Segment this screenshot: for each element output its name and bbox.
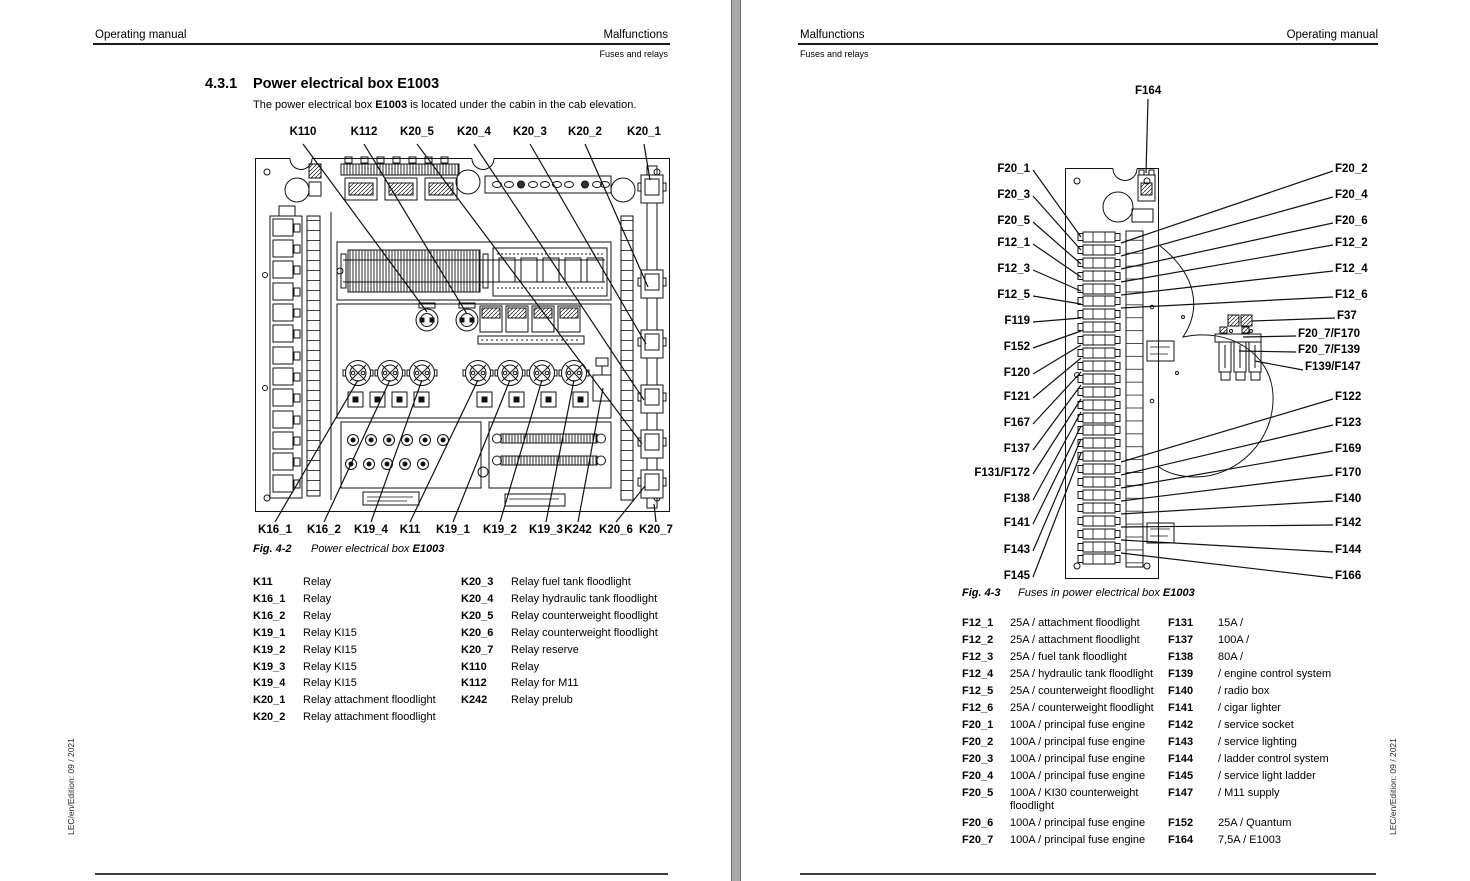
caption-label: Fig. 4-2 <box>253 543 292 555</box>
fuse-callout: F131/F172 <box>974 467 1030 479</box>
left-header-left: Operating manual <box>95 29 187 41</box>
left-footer-rule <box>95 873 668 875</box>
fuse-callout: F20_4 <box>1335 189 1368 201</box>
section-title: Power electrical box E1003 <box>253 76 440 92</box>
fuse-callout: F20_5 <box>997 215 1030 227</box>
legend-desc: Relay hydraulic tank floodlight <box>511 592 658 605</box>
relay-callout: K19_1 <box>436 524 470 536</box>
legend-desc: 100A / principal fuse engine <box>1010 753 1146 765</box>
legend-row <box>253 709 436 726</box>
legend-key: K11 <box>253 576 273 588</box>
legend-desc: / ladder control system <box>1218 753 1329 765</box>
relay-callout: K19_4 <box>354 524 388 536</box>
fuse-callout: F20_2 <box>1335 163 1368 175</box>
legend-row <box>253 608 436 625</box>
legend-key: K20_1 <box>253 694 286 707</box>
caption-bold: E1003 <box>1162 587 1195 599</box>
legend-key: K16_1 <box>253 592 286 605</box>
relay-callout: K20_6 <box>599 524 633 536</box>
legend-desc: Relay fuel tank floodlight <box>511 576 631 588</box>
legend-key: K112 <box>461 677 487 690</box>
right-header-rule <box>798 43 1378 45</box>
fuse-callout: F12_3 <box>997 263 1030 275</box>
legend-row <box>253 642 436 659</box>
legend-key: K20_7 <box>461 643 494 656</box>
fuse-callout: F20_7/F170 <box>1298 328 1361 340</box>
relay-callout: K16_1 <box>258 524 292 536</box>
fuse-legend-row <box>962 617 1390 630</box>
legend-desc: 100A / principal fuse engine <box>1010 719 1146 731</box>
legend-desc: Relay prelub <box>511 694 573 707</box>
right-header-subtitle: Fuses and relays <box>800 49 869 59</box>
fuse-callout: F37 <box>1337 310 1357 322</box>
fuse-legend-row <box>962 651 1390 664</box>
fuse-callout: F119 <box>1004 315 1030 327</box>
legend-key: F147 <box>1168 787 1194 799</box>
fuse-callout: F120 <box>1003 367 1030 379</box>
legend-desc: Relay counterweight floodlight <box>511 626 658 639</box>
fuse-callout: F12_1 <box>997 237 1030 249</box>
legend-key: F12_4 <box>962 668 994 680</box>
legend-key: F140 <box>1168 685 1194 697</box>
legend-desc: Relay KI15 <box>303 677 357 690</box>
legend-key: F12_5 <box>962 685 994 697</box>
legend-key: F20_7 <box>962 834 994 846</box>
left-header-right: Malfunctions <box>603 29 668 41</box>
fuse-callout: F169 <box>1335 443 1362 455</box>
legend-key: F142 <box>1168 719 1194 731</box>
intro-pre: The power electrical box <box>253 99 376 111</box>
fuse-callout: F20_1 <box>997 163 1030 175</box>
legend-desc: 25A / hydraulic tank floodlight <box>1010 668 1154 680</box>
left-edition-note: LEC/en/Edition: 09 / 2021 <box>66 738 76 835</box>
legend-key: F139 <box>1168 668 1194 680</box>
legend-key: K20_2 <box>253 711 286 724</box>
relay-callout: K19_2 <box>483 524 517 536</box>
legend-row <box>253 675 436 692</box>
fuse-callout: F145 <box>1003 570 1030 582</box>
legend-desc: / M11 supply <box>1218 787 1280 799</box>
legend-key: F138 <box>1168 651 1194 663</box>
legend-desc: 25A / Quantum <box>1218 817 1292 829</box>
fuse-legend-row <box>962 770 1390 783</box>
legend-desc: 100A / principal fuse engine <box>1010 770 1146 782</box>
fuse-callout: F142 <box>1335 517 1362 529</box>
legend-desc: 100A / principal fuse engine <box>1010 736 1146 748</box>
relay-callout: K20_3 <box>513 126 547 138</box>
legend-row <box>253 574 436 591</box>
legend-desc: 80A / <box>1218 651 1244 663</box>
legend-desc: 7,5A / E1003 <box>1218 834 1281 846</box>
legend-desc: Relay counterweight floodlight <box>511 609 658 622</box>
fuse-callout: F140 <box>1335 493 1362 505</box>
legend-key: F12_6 <box>962 702 994 714</box>
legend-key: K16_2 <box>253 609 286 622</box>
legend-key: F20_4 <box>962 770 994 782</box>
legend-desc: / radio box <box>1218 685 1270 697</box>
legend-row <box>461 659 658 676</box>
fuse-legend-row <box>962 817 1390 830</box>
relay-callout: K20_1 <box>627 126 661 138</box>
legend-key: F12_1 <box>962 617 994 629</box>
legend-desc: / engine control system <box>1218 668 1332 680</box>
legend-key: K19_3 <box>253 660 286 673</box>
legend-row <box>461 642 658 659</box>
legend-key: F144 <box>1168 753 1194 765</box>
fuse-callout: F143 <box>1003 544 1030 556</box>
figure-4-3-fuse-box <box>955 85 1435 600</box>
fuse-legend-row <box>962 787 1390 813</box>
legend-key: K20_6 <box>461 626 494 639</box>
legend-row <box>461 591 658 608</box>
legend-desc: 25A / attachment floodlight <box>1010 634 1140 646</box>
legend-desc: Relay KI15 <box>303 660 357 673</box>
section-number: 4.3.1 <box>205 76 238 92</box>
legend-row <box>253 591 436 608</box>
right-header-right: Operating manual <box>1286 29 1378 41</box>
legend-desc: Relay KI15 <box>303 643 357 656</box>
legend-key: F137 <box>1168 634 1194 646</box>
legend-desc: 25A / counterweight floodlight <box>1010 702 1154 714</box>
fig2-legend <box>253 574 673 739</box>
fuse-callout: F170 <box>1335 467 1362 479</box>
fuse-callout: F164 <box>1135 85 1162 97</box>
legend-key: F20_2 <box>962 736 994 748</box>
fuse-callout: F12_2 <box>1335 237 1368 249</box>
legend-desc: 100A / principal fuse engine <box>1010 817 1146 829</box>
legend-desc: Relay attachment floodlight <box>303 711 436 724</box>
legend-key: F20_6 <box>962 817 994 829</box>
legend-desc: Relay reserve <box>511 643 579 656</box>
fuse-callout: F141 <box>1003 517 1030 529</box>
legend-desc: 25A / counterweight floodlight <box>1010 685 1154 697</box>
legend-desc: / cigar lighter <box>1218 702 1281 714</box>
fuse-callout: F20_6 <box>1335 215 1368 227</box>
fuse-legend-row <box>962 702 1390 715</box>
relay-callout: K20_4 <box>457 126 491 138</box>
relay-callout: K110 <box>289 126 317 138</box>
relay-callout: K20_5 <box>400 126 434 138</box>
intro-bold: E1003 <box>375 99 408 111</box>
fuse-legend-row <box>962 834 1390 847</box>
legend-key: K20_5 <box>461 609 494 622</box>
legend-desc: 100A / <box>1218 634 1250 646</box>
fuse-callout: F12_4 <box>1335 263 1368 275</box>
legend-key: F20_5 <box>962 787 994 799</box>
legend-desc: / service socket <box>1218 719 1294 731</box>
legend-key: K242 <box>461 694 488 707</box>
legend-desc: Relay for M11 <box>511 677 579 690</box>
fuse-callout: F139/F147 <box>1305 361 1361 373</box>
legend-desc: Relay KI15 <box>303 626 357 639</box>
legend-key: F12_2 <box>962 634 994 646</box>
fuse-legend-row <box>962 668 1390 681</box>
right-footer-rule <box>800 873 1376 875</box>
caption-label: Fig. 4-3 <box>962 587 1001 599</box>
legend-key: F164 <box>1168 834 1194 846</box>
legend-row <box>253 625 436 642</box>
legend-desc: Relay <box>303 592 332 605</box>
relay-callout: K112 <box>350 126 378 138</box>
caption-text: Fuses in power electrical box <box>1018 587 1163 599</box>
legend-key: K110 <box>461 660 487 673</box>
legend-key: K19_2 <box>253 643 286 656</box>
fuse-callout: F144 <box>1335 544 1362 556</box>
legend-desc: / service light ladder <box>1218 770 1316 782</box>
left-header-subtitle: Fuses and relays <box>599 49 668 59</box>
fuse-legend-row <box>962 634 1390 647</box>
legend-row <box>461 692 658 709</box>
legend-desc: / service lighting <box>1218 736 1297 748</box>
figure-4-3-caption <box>962 587 1195 599</box>
legend-desc: Relay <box>303 576 332 588</box>
figure-4-2-caption <box>253 543 444 555</box>
legend-key: F145 <box>1168 770 1194 782</box>
legend-desc: Relay <box>303 609 332 622</box>
legend-key: F20_1 <box>962 719 994 731</box>
legend-key: F12_3 <box>962 651 994 663</box>
fuse-callout: F123 <box>1335 417 1362 429</box>
left-header-rule <box>93 43 670 45</box>
legend-row <box>253 692 436 709</box>
relay-callout: K242 <box>564 524 592 536</box>
legend-desc: 25A / fuel tank floodlight <box>1010 651 1127 663</box>
legend-key: K19_1 <box>253 626 286 639</box>
legend-row <box>461 574 658 591</box>
legend-key: K20_4 <box>461 592 494 605</box>
legend-key: F20_3 <box>962 753 994 765</box>
legend-key: F131 <box>1168 617 1194 629</box>
relay-callout: K19_3 <box>529 524 563 536</box>
right-header-left: Malfunctions <box>800 29 865 41</box>
legend-key: F141 <box>1168 702 1194 714</box>
figure-4-2-power-box <box>253 120 673 565</box>
legend-key: F143 <box>1168 736 1194 748</box>
legend-row <box>461 625 658 642</box>
caption-bold: E1003 <box>412 543 445 555</box>
legend-key: K20_3 <box>461 576 494 588</box>
legend-desc: 15A / <box>1218 617 1244 629</box>
fuse-legend-row <box>962 719 1390 732</box>
fuse-callout: F122 <box>1335 391 1362 403</box>
fuse-callout: F121 <box>1003 391 1030 403</box>
fig2-legend-col2 <box>461 574 658 709</box>
fuse-legend-row <box>962 736 1390 749</box>
fuse-legend-row <box>962 753 1390 766</box>
legend-desc: 100A / principal fuse engine <box>1010 834 1146 846</box>
fuse-callout: F152 <box>1003 341 1030 353</box>
right-edition-note: LEC/en/Edition: 09 / 2021 <box>1388 738 1398 835</box>
fig3-legend <box>962 617 1390 851</box>
page-seam <box>731 0 741 881</box>
legend-row <box>461 675 658 692</box>
intro-paragraph <box>253 99 636 111</box>
legend-row <box>253 659 436 676</box>
power-box-diagram <box>253 120 673 565</box>
fuse-legend-row <box>962 685 1390 698</box>
legend-row <box>461 608 658 625</box>
fuse-callout: F12_6 <box>1335 289 1368 301</box>
legend-desc: Relay attachment floodlight <box>303 694 436 707</box>
fuse-callout: F20_7/F139 <box>1298 344 1361 356</box>
legend-desc: 25A / attachment floodlight <box>1010 617 1140 629</box>
fuse-callout: F166 <box>1335 570 1362 582</box>
relay-callout: K16_2 <box>307 524 341 536</box>
relay-callout: K11 <box>399 524 421 536</box>
fuse-callout: F20_3 <box>997 189 1030 201</box>
fuse-callout: F138 <box>1003 493 1030 505</box>
relay-callout: K20_7 <box>639 524 673 536</box>
legend-key: K19_4 <box>253 677 286 690</box>
fuse-callout: F167 <box>1003 417 1030 429</box>
fuse-callout: F137 <box>1003 443 1030 455</box>
fuse-callout: F12_5 <box>997 289 1030 301</box>
legend-desc: 100A / KI30 counterweight floodlight <box>1010 787 1139 812</box>
legend-desc: Relay <box>511 660 540 673</box>
intro-post: is located under the cabin in the cab elevation. <box>407 99 637 111</box>
legend-key: F152 <box>1168 817 1194 829</box>
relay-callout: K20_2 <box>568 126 602 138</box>
caption-text: Power electrical box <box>311 543 413 555</box>
fig2-legend-col1 <box>253 574 436 726</box>
